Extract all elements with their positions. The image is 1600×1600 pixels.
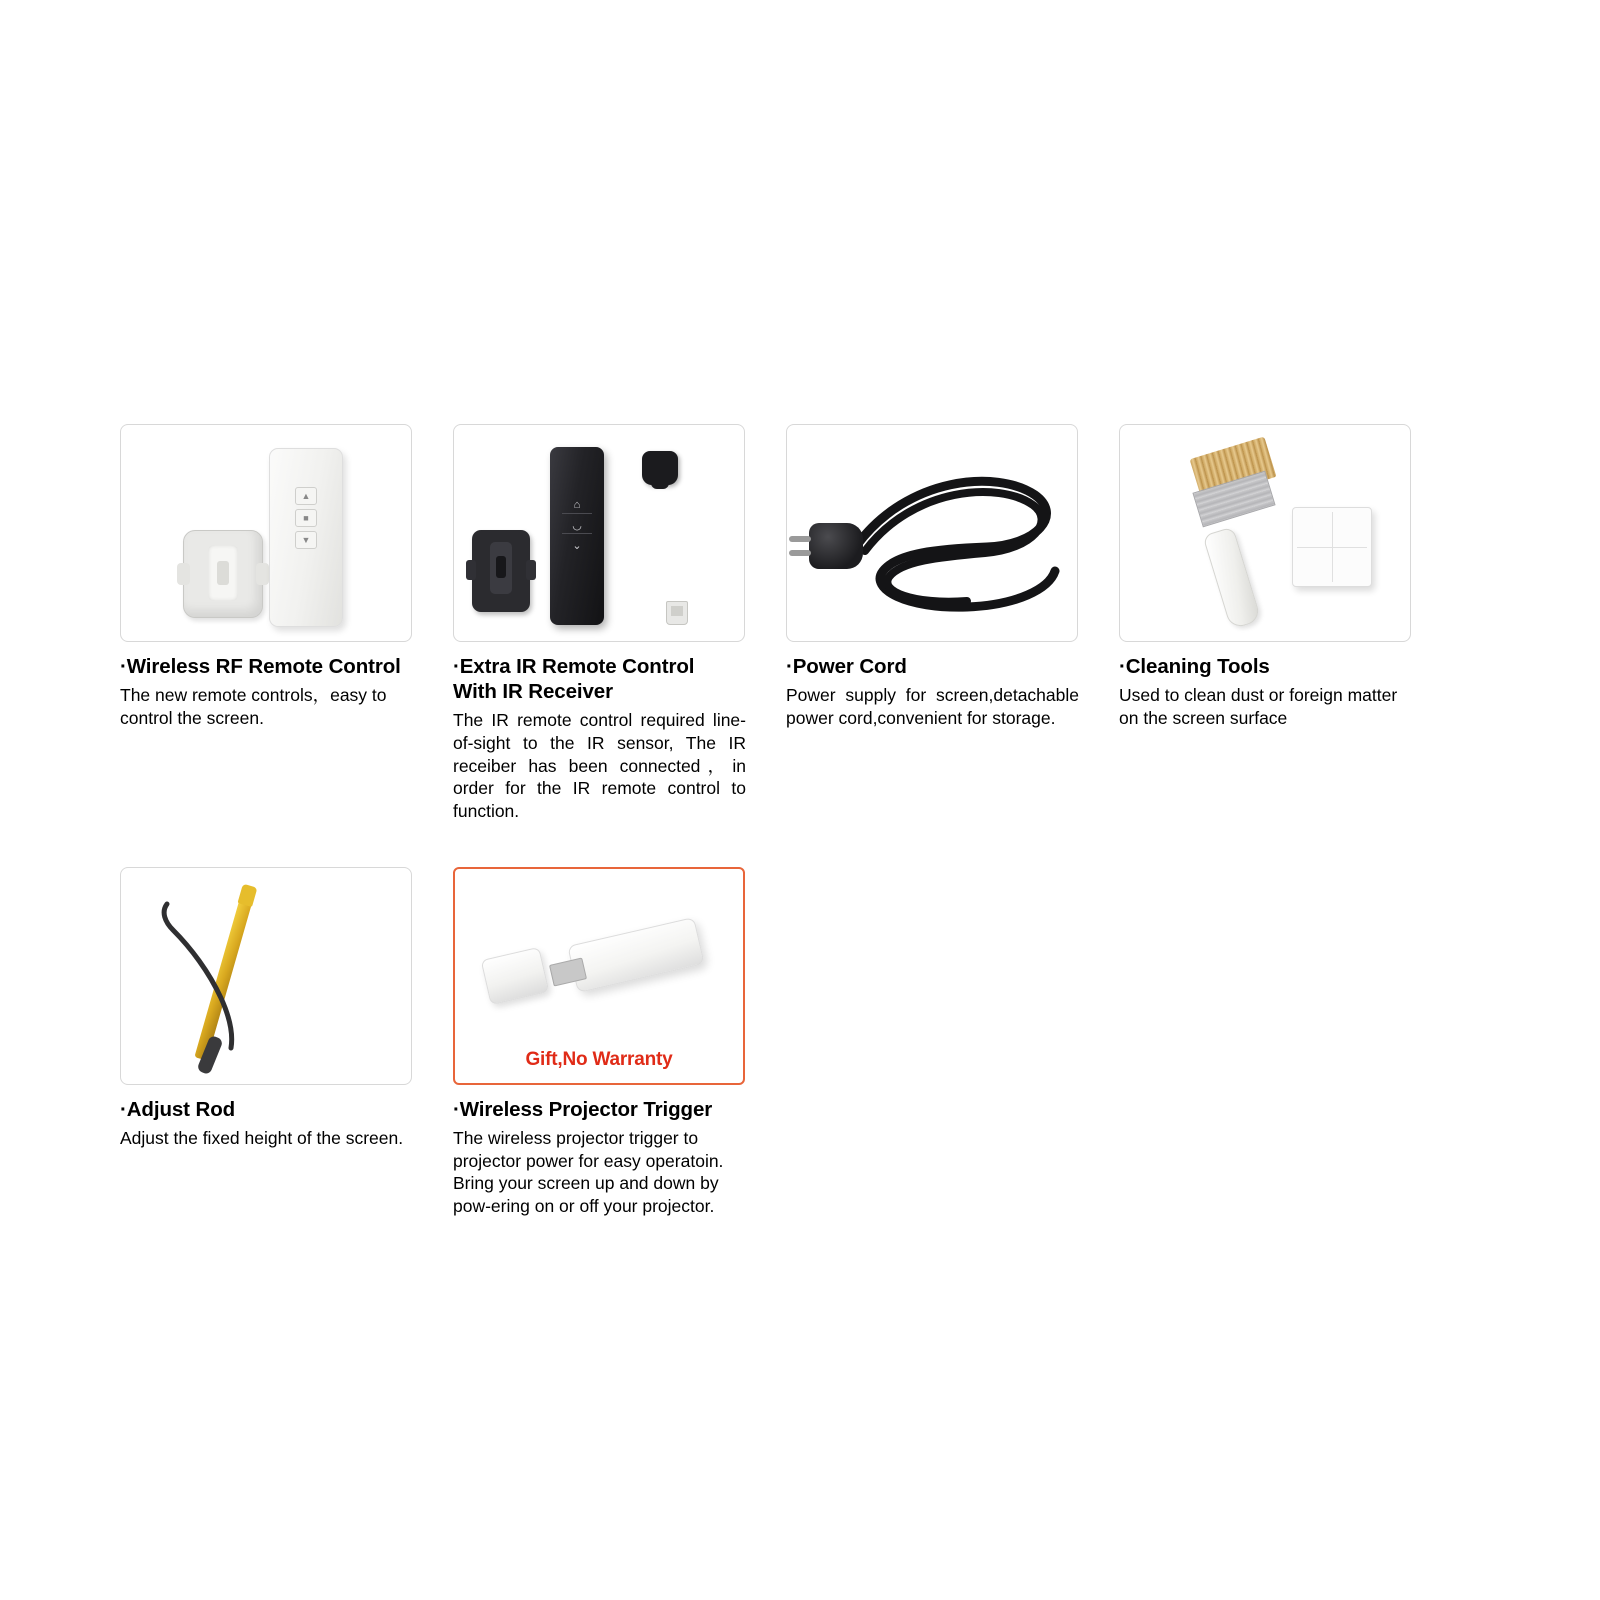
accessory-description: Used to clean dust or foreign matter on the screen surface bbox=[1119, 685, 1398, 728]
ir-receiver-plug-icon bbox=[666, 601, 688, 625]
ir-remote-stop-button-icon: ◡ bbox=[572, 520, 582, 532]
rf-remote-image-frame bbox=[120, 424, 412, 642]
rf-remote-stop-button-icon: ■ bbox=[295, 509, 317, 527]
accessory-title-line-1: ·Extra IR Remote Control bbox=[453, 655, 695, 678]
accessory-title: ·Adjust Rod bbox=[120, 1097, 236, 1121]
wireless-trigger-image-frame bbox=[453, 867, 745, 1085]
brush-handle-icon bbox=[1202, 526, 1261, 629]
power-cord-image-frame bbox=[786, 424, 1078, 642]
accessory-card-power-cord bbox=[786, 424, 1119, 730]
ir-bracket-left-nub-icon bbox=[466, 560, 476, 580]
accessory-description: The new remote controls，easy to control the screen. bbox=[120, 685, 387, 728]
usb-dongle-cap-icon bbox=[481, 947, 550, 1005]
ir-receiver-head-icon bbox=[642, 451, 678, 485]
accessory-card-adjust-rod bbox=[120, 867, 453, 1150]
accessory-title: ·Power Cord bbox=[786, 655, 907, 678]
accessories-grid bbox=[120, 424, 1452, 1218]
accessories-row-2 bbox=[120, 867, 1452, 1218]
rf-remote-up-button-icon: ▲ bbox=[295, 487, 317, 505]
ir-remote-image-frame bbox=[453, 424, 745, 642]
ir-remote-divider-2 bbox=[562, 533, 592, 534]
accessory-card-wireless-rf-remote-control bbox=[120, 424, 453, 730]
accessory-title-line-2: With IR Receiver bbox=[453, 680, 613, 703]
ir-bracket-right-nub-icon bbox=[526, 560, 536, 580]
accessories-row-1 bbox=[120, 424, 1452, 823]
accessory-card-wireless-projector-trigger bbox=[453, 867, 786, 1218]
rf-remote-icon bbox=[269, 448, 343, 627]
accessory-title: ·Wireless RF Remote Control bbox=[120, 655, 401, 678]
adjust-rod-image-frame bbox=[120, 867, 412, 1085]
accessory-title: ·Cleaning Tools bbox=[1119, 655, 1270, 678]
bracket-right-nub-icon bbox=[256, 563, 269, 585]
accessory-description: Adjust the fixed height of the screen. bbox=[120, 1127, 404, 1148]
accessory-description: The IR remote control required line-of-sight to the IR sensor, The IR receiber has been connected，in order for the IR remote control to function. bbox=[453, 710, 746, 821]
accessory-title: ·Wireless Projector Trigger bbox=[453, 1097, 713, 1121]
power-plug-icon bbox=[809, 523, 863, 569]
cleaning-cloth-icon bbox=[1292, 507, 1372, 587]
bracket-left-nub-icon bbox=[177, 563, 190, 585]
ir-remote-up-button-icon: ⌂ bbox=[573, 499, 581, 511]
gift-no-warranty-badge: Gift,No Warranty bbox=[525, 1048, 673, 1070]
accessory-description-line-1: The wireless projector trigger to projector power for easy operatoin. bbox=[453, 1127, 724, 1171]
accessory-card-cleaning-tools bbox=[1119, 424, 1452, 730]
wall-bracket-icon bbox=[183, 530, 263, 618]
ir-remote-down-button-icon: ⌄ bbox=[572, 540, 582, 552]
accessory-description-line-2: Bring your screen up and down by pow-ering on or off your projector. bbox=[453, 1173, 719, 1216]
rf-remote-down-button-icon: ▼ bbox=[295, 531, 317, 549]
accessory-title bbox=[453, 654, 746, 704]
accessory-description: Power supply for screen,detachable power cord,convenient for storage. bbox=[786, 685, 1079, 728]
adjust-hook-icon bbox=[121, 868, 412, 1085]
cleaning-tools-image-frame bbox=[1119, 424, 1411, 642]
usb-dongle-body-icon bbox=[567, 917, 704, 993]
ir-remote-divider-1 bbox=[562, 513, 592, 514]
accessory-card-extra-ir-remote-control bbox=[453, 424, 786, 823]
ir-remote-icon bbox=[550, 447, 604, 625]
ir-wall-bracket-icon bbox=[472, 530, 530, 612]
